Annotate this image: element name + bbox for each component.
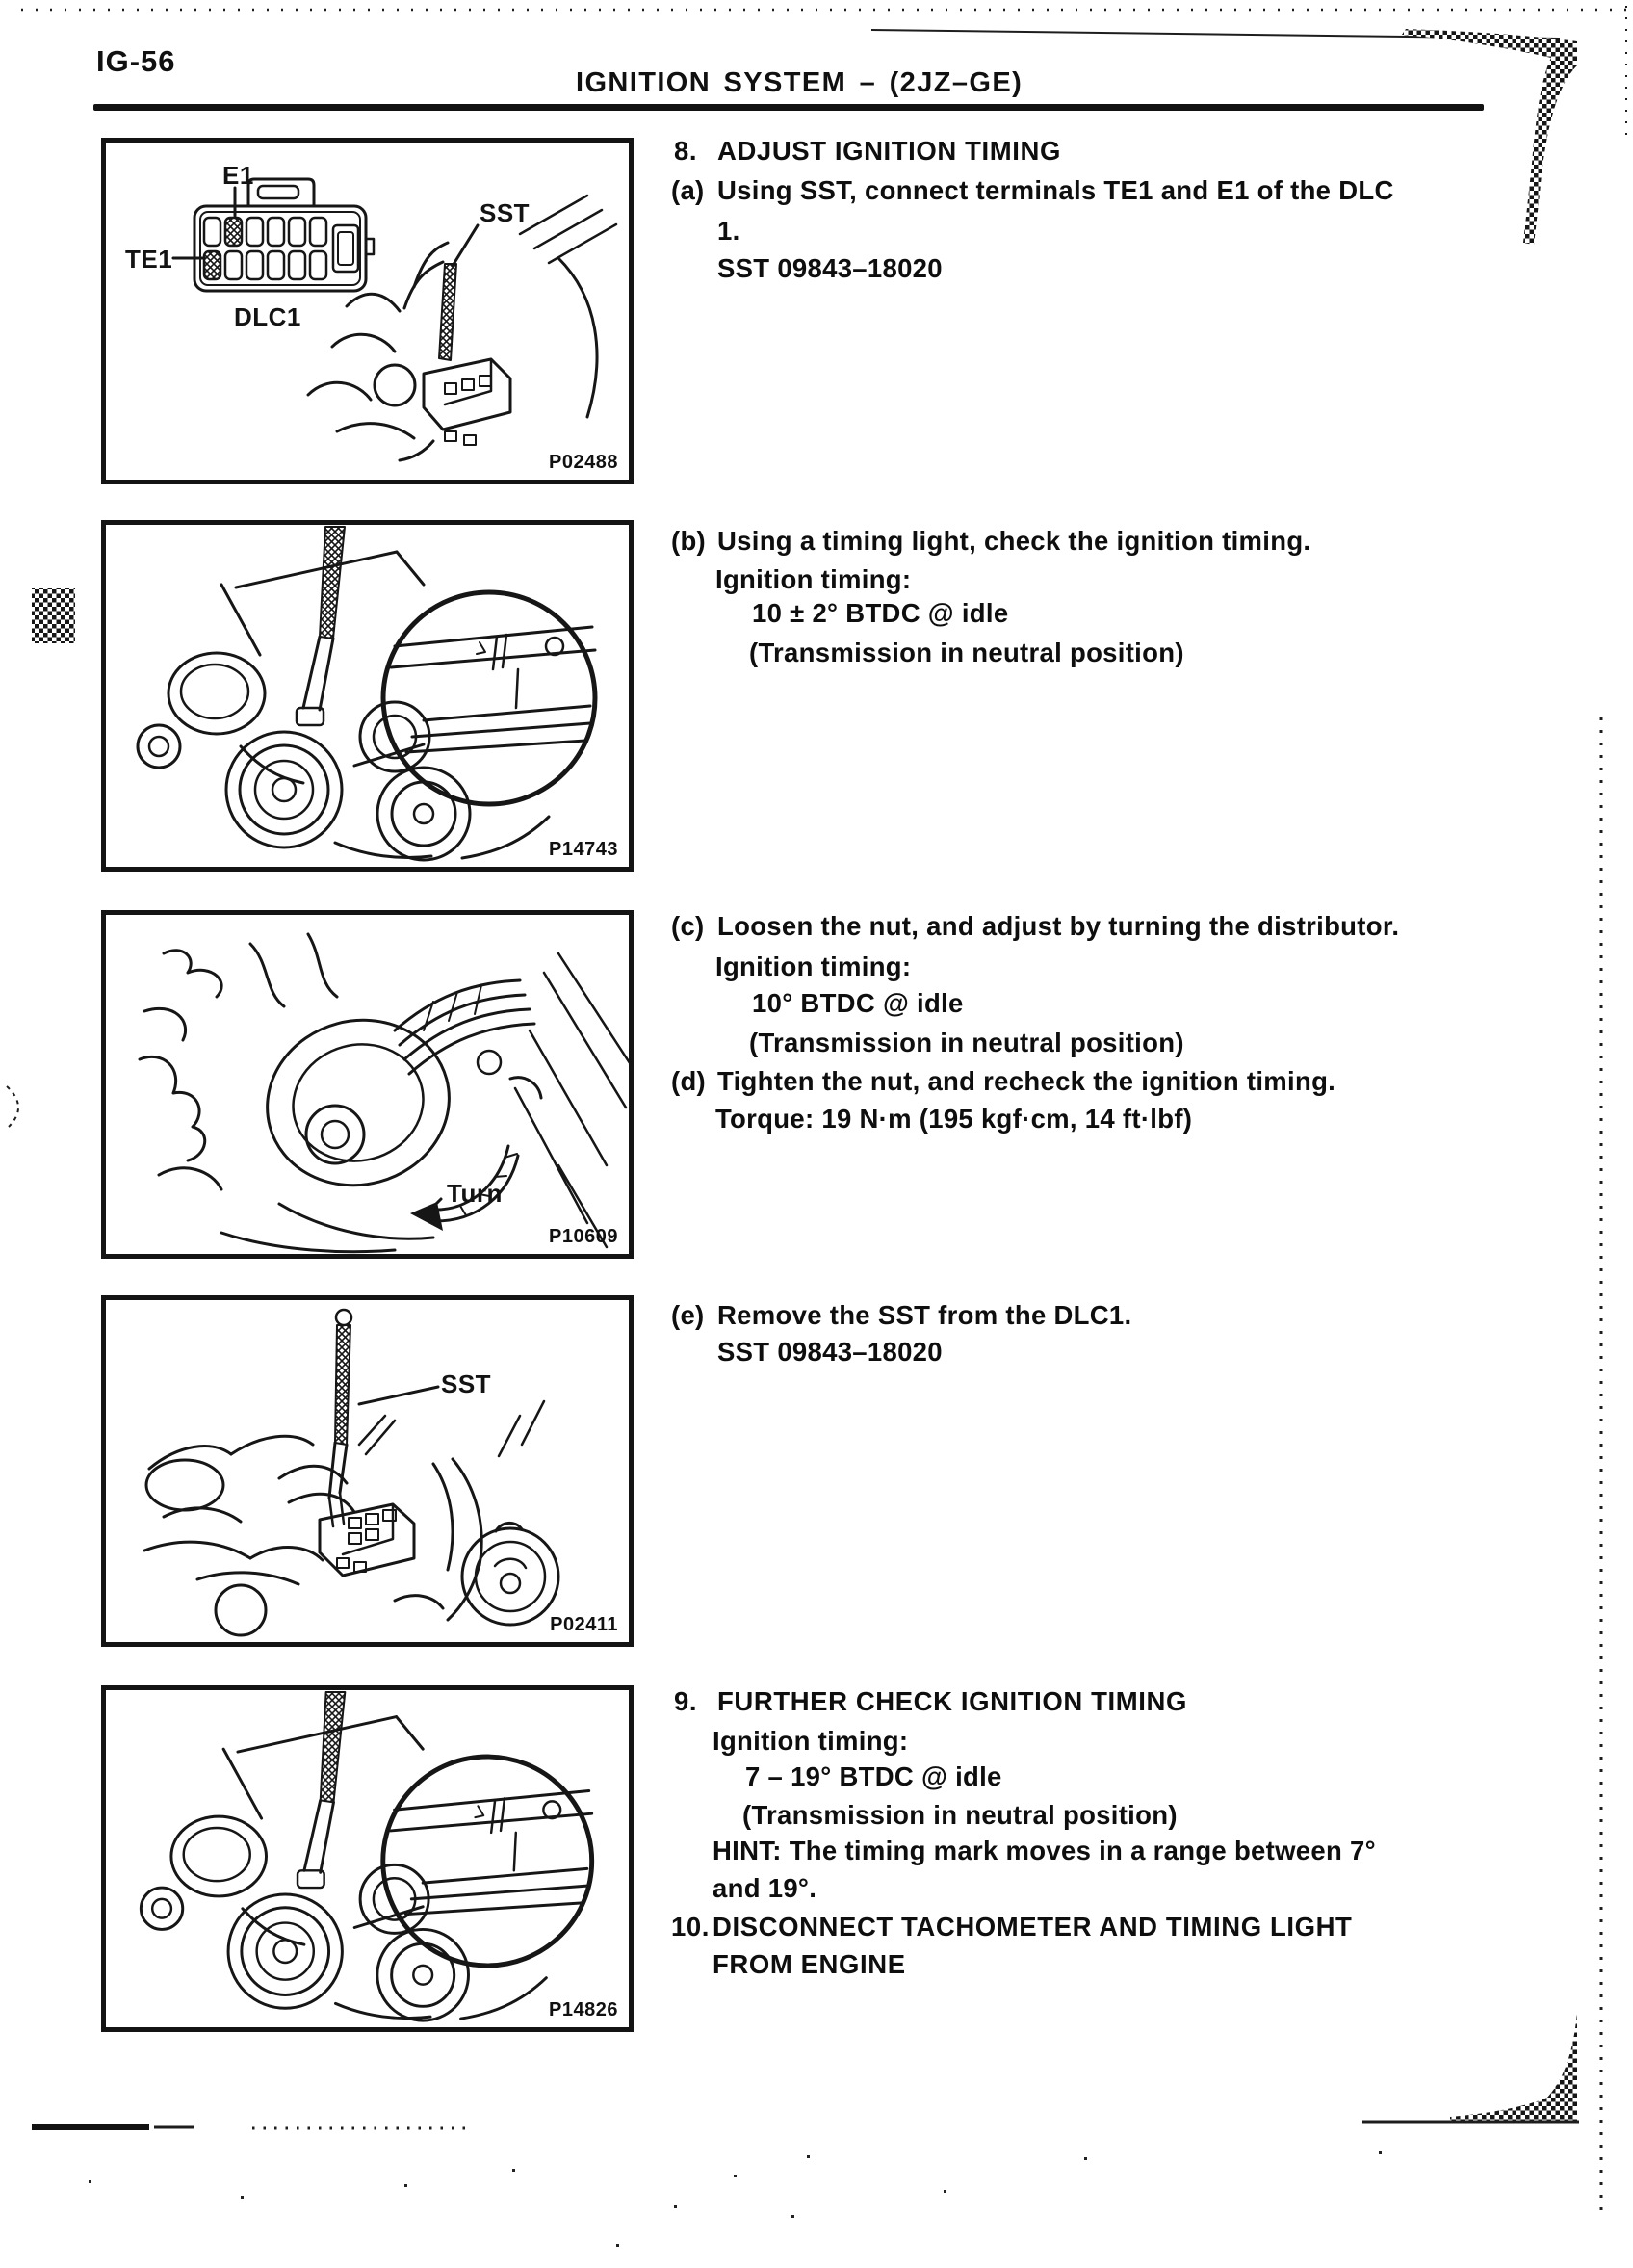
figure-dlc1-connector	[101, 138, 634, 484]
step-d-text: Tighten the nut, and recheck the ignition timing.	[717, 1066, 1336, 1096]
step-9-spec-value: 7 – 19° BTDC @ idle	[745, 1761, 1002, 1791]
step-10-number: 10.	[671, 1912, 711, 1942]
step-10-title: DISCONNECT TACHOMETER AND TIMING LIGHT	[713, 1912, 1353, 1942]
step-8-number: 8.	[674, 136, 698, 166]
step-9-spec-label: Ignition timing:	[713, 1726, 909, 1756]
engine-front-illustration	[106, 525, 629, 867]
step-9-number: 9.	[674, 1686, 698, 1716]
figure-code: P14743	[549, 839, 618, 860]
step-c-spec-label: Ignition timing:	[715, 952, 912, 981]
figure-remove-sst	[101, 1295, 634, 1647]
step-a-sst: SST 09843–18020	[717, 253, 943, 283]
label-sst: SST	[480, 198, 531, 227]
figure-code: P02488	[549, 452, 618, 473]
step-e-sst: SST 09843–18020	[717, 1337, 943, 1367]
step-b-spec-note: (Transmission in neutral position)	[749, 638, 1184, 667]
step-d-number: (d)	[671, 1066, 707, 1096]
step-e-number: (e)	[671, 1300, 705, 1330]
distributor-illustration	[106, 915, 629, 1254]
step-a-text: Using SST, connect terminals TE1 and E1 of the DLC	[717, 175, 1394, 205]
step-c-number: (c)	[671, 911, 705, 941]
page-code: IG-56	[96, 44, 176, 78]
step-9-hint-2: and 19°.	[713, 1873, 817, 1903]
step-9-hint: HINT: The timing mark moves in a range between 7°	[713, 1836, 1376, 1865]
step-8-title: ADJUST IGNITION TIMING	[717, 136, 1061, 166]
figure-code: P14826	[549, 1999, 618, 2020]
step-e-text: Remove the SST from the DLC1.	[717, 1300, 1132, 1330]
step-c-spec-value: 10° BTDC @ idle	[752, 988, 964, 1018]
label-dlc1: DLC1	[234, 302, 301, 331]
figure-code: P10609	[549, 1226, 618, 1247]
dlc1-sst-illustration	[106, 143, 629, 480]
step-a-number: (a)	[671, 175, 705, 205]
sst-removal-illustration	[106, 1300, 629, 1642]
engine-front-illustration-2	[106, 1690, 629, 2027]
step-a-text-2: 1.	[717, 216, 740, 246]
step-b-spec-value: 10 ± 2° BTDC @ idle	[752, 598, 1009, 628]
figure-turn-distributor	[101, 910, 634, 1259]
label-te1: TE1	[125, 245, 173, 274]
label-e1: E1	[222, 161, 254, 190]
step-9-title: FURTHER CHECK IGNITION TIMING	[717, 1686, 1187, 1716]
step-c-text: Loosen the nut, and adjust by turning the distributor.	[717, 911, 1400, 941]
label-turn: Turn	[447, 1179, 503, 1208]
label-sst: SST	[441, 1369, 492, 1398]
figure-code: P02411	[550, 1614, 618, 1635]
step-d-torque: Torque: 19 N·m (195 kgf·cm, 14 ft·lbf)	[715, 1104, 1193, 1134]
step-c-spec-note: (Transmission in neutral position)	[749, 1028, 1184, 1057]
step-b-spec-label: Ignition timing:	[715, 564, 912, 594]
header-rule	[93, 104, 1484, 111]
figure-timing-check	[101, 520, 634, 872]
step-b-text: Using a timing light, check the ignition timing.	[717, 526, 1311, 556]
figure-further-timing-check	[101, 1685, 634, 2032]
step-b-number: (b)	[671, 526, 707, 556]
page-title: IGNITION SYSTEM – (2JZ–GE)	[576, 67, 1024, 98]
step-9-spec-note: (Transmission in neutral position)	[742, 1800, 1178, 1830]
step-10-title-2: FROM ENGINE	[713, 1949, 906, 1979]
